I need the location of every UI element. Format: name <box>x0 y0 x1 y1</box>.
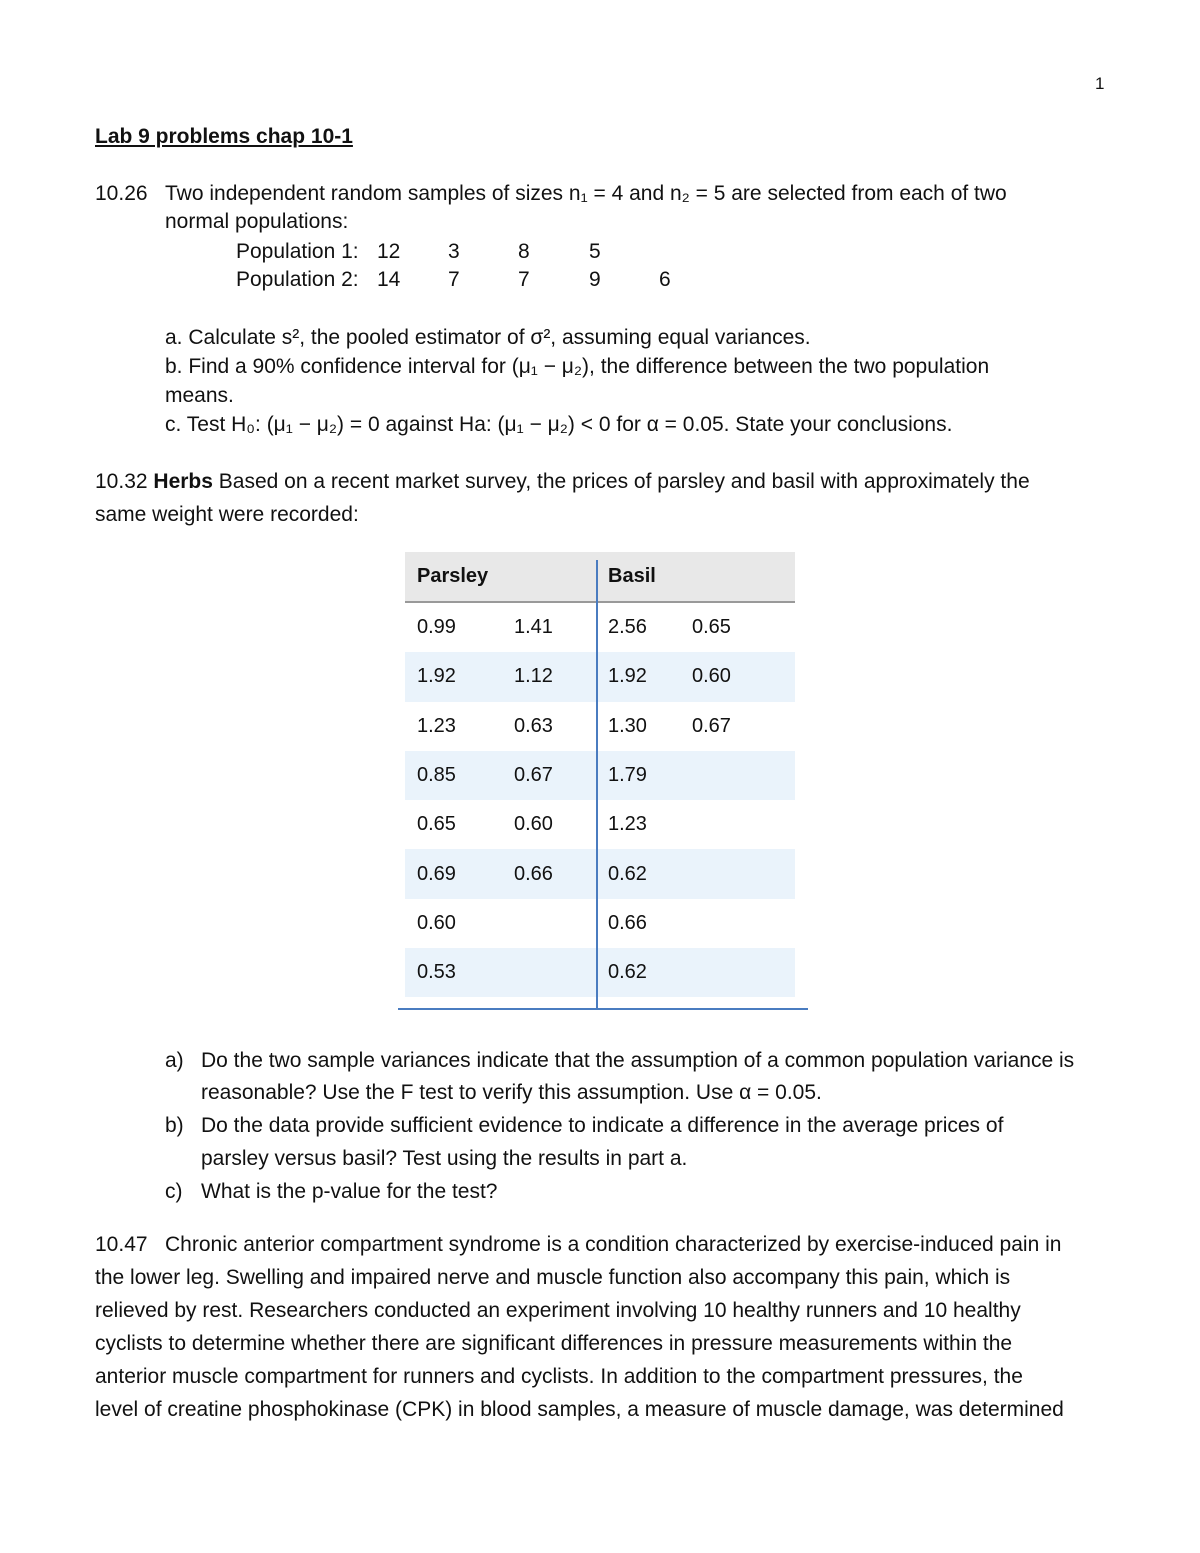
population-2-value: 14 <box>377 268 401 291</box>
table-cell: 1.79 <box>596 751 680 800</box>
population-1-value: 12 <box>377 240 401 263</box>
population-2-label: Population 2: <box>236 268 359 291</box>
table-row <box>405 800 795 849</box>
table-cell: 0.53 <box>405 948 502 997</box>
problem-10-32-intro-line2: same weight were recorded: <box>95 503 359 526</box>
population-2-value: 7 <box>518 268 530 291</box>
paragraph-line: cyclists to determine whether there are significant differences in pressure measurements within the <box>95 1332 1013 1355</box>
table-cell: 2.56 <box>608 616 647 639</box>
question-label: b) <box>165 1114 184 1137</box>
population-2-value: 6 <box>659 268 671 291</box>
table-cell <box>680 948 795 997</box>
table-cell: 1.41 <box>514 616 553 639</box>
table-row <box>405 702 795 751</box>
table-header-blank <box>502 552 596 602</box>
question-label: a) <box>165 1049 184 1072</box>
table-cell: 0.62 <box>596 849 680 898</box>
herbs-price-table <box>405 552 795 997</box>
table-cell <box>680 899 795 948</box>
problem-10-47-number: 10.47 <box>95 1233 148 1256</box>
table-cell: 0.66 <box>608 911 647 934</box>
table-cell: 0.99 <box>417 616 456 639</box>
table-cell: 0.66 <box>502 849 596 898</box>
table-column-divider <box>596 560 598 1010</box>
population-1-value: 3 <box>448 240 460 263</box>
problem-10-32-number: 10.32 <box>95 470 148 493</box>
problem-10-26-part-a: a. Calculate s², the pooled estimator of σ², assuming equal variances. <box>165 326 811 349</box>
table-cell <box>680 800 795 849</box>
population-1-label: Population 1: <box>236 240 359 263</box>
table-cell: 0.60 <box>680 652 795 701</box>
population-2-value: 7 <box>448 268 460 291</box>
page-title: Lab 9 problems chap 10-1 <box>95 125 353 148</box>
table-cell <box>680 751 795 800</box>
population-1-value: 8 <box>518 240 530 263</box>
problem-10-26-part-b-line2: means. <box>165 384 234 407</box>
problem-10-26-part-c: c. Test H₀: (μ₁ − μ₂) = 0 against Ha: (μ₁ − μ₂) < 0 for α = 0.05. State your conclusions. <box>165 413 953 436</box>
table-bottom-rule <box>398 1008 808 1010</box>
table-cell: 0.69 <box>405 849 502 898</box>
table-cell <box>680 849 795 898</box>
table-cell: 1.23 <box>417 714 456 737</box>
paragraph-line: level of creatine phosphokinase (CPK) in blood samples, a measure of muscle damage, was determined <box>95 1398 1064 1421</box>
paragraph-line: anterior muscle compartment for runners and cyclists. In addition to the compartment pressures, the <box>95 1365 1023 1388</box>
question-text-line2: reasonable? Use the F test to verify this assumption. Use α = 0.05. <box>201 1081 822 1104</box>
table-row <box>405 948 795 997</box>
table-cell: 0.63 <box>514 714 553 737</box>
question-label: c) <box>165 1180 183 1203</box>
population-1-value: 5 <box>589 240 601 263</box>
problem-10-32-topic: Herbs <box>153 470 213 493</box>
problem-10-26-intro-line1: Two independent random samples of sizes n₁ = 4 and n₂ = 5 are selected from each of two <box>165 182 1007 205</box>
table-cell: 0.85 <box>405 751 502 800</box>
question-text-line1: What is the p-value for the test? <box>201 1180 498 1203</box>
table-header-parsley: Parsley <box>405 552 502 602</box>
table-cell: 0.62 <box>596 948 680 997</box>
table-cell: 1.92 <box>596 652 680 701</box>
table-cell: 1.92 <box>405 652 502 701</box>
question-text-line2: parsley versus basil? Test using the results in part a. <box>201 1147 688 1170</box>
table-cell: 0.67 <box>692 714 731 737</box>
table-cell: 1.30 <box>608 714 647 737</box>
problem-10-32-intro-line1 <box>95 470 1030 494</box>
table-cell: 1.12 <box>502 652 596 701</box>
page-number: 1 <box>1095 74 1105 93</box>
question-text-line1: Do the data provide sufficient evidence to indicate a difference in the average prices of <box>201 1114 1004 1137</box>
paragraph-line: Chronic anterior compartment syndrome is a condition characterized by exercise-induced pain in <box>165 1233 1062 1256</box>
population-2-value: 9 <box>589 268 601 291</box>
problem-10-26-part-b-line1: b. Find a 90% confidence interval for (μ₁ − μ₂), the difference between the two population <box>165 355 990 378</box>
question-text-line1: Do the two sample variances indicate that the assumption of a common population variance is <box>201 1049 1075 1072</box>
table-cell: 1.23 <box>608 813 647 836</box>
problem-10-26-intro-line2: normal populations: <box>165 210 349 233</box>
table-row <box>405 899 795 948</box>
table-row <box>405 849 795 898</box>
table-cell: 0.65 <box>417 813 456 836</box>
table-cell: 0.67 <box>502 751 596 800</box>
table-row <box>405 751 795 800</box>
problem-10-26-number: 10.26 <box>95 182 148 205</box>
table-row <box>405 602 795 652</box>
table-cell <box>502 899 596 948</box>
table-cell: 0.60 <box>514 813 553 836</box>
table-header-row <box>405 552 795 602</box>
paragraph-line: relieved by rest. Researchers conducted an experiment involving 10 healthy runners and 10 healthy <box>95 1299 1021 1322</box>
table-row <box>405 652 795 701</box>
table-header-blank <box>680 552 795 602</box>
table-cell <box>502 948 596 997</box>
table-cell: 0.60 <box>417 911 456 934</box>
problem-10-32-intro-text: Based on a recent market survey, the prices of parsley and basil with approximately the <box>212 470 1030 493</box>
table-header-basil: Basil <box>596 552 680 602</box>
paragraph-line: the lower leg. Swelling and impaired nerve and muscle function also accompany this pain, which is <box>95 1266 1011 1289</box>
table-cell: 0.65 <box>692 616 731 639</box>
